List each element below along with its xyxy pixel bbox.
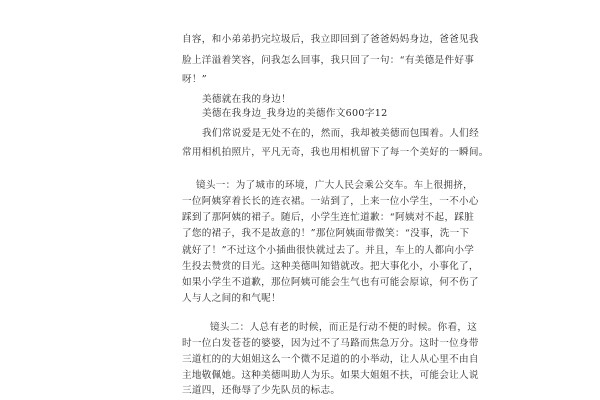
paragraph-5-line-1: 镜头一：为了城市的环境，广大人民会乘公交车。车上很拥挤， (196, 180, 474, 191)
paragraph-4-line-1: 我们常说爱是无处不在的，然而，我却被美德而包围着。人们经 (202, 128, 480, 139)
paragraph-1-line-1: 自容，和小弟弟扔完垃圾后，我立即回到了爸爸妈妈身边，爸爸见我 (182, 34, 479, 45)
paragraph-5-line-3: 踩到了那阿姨的裙子。随后，小学生连忙道歉：“阿姨对不起，踩脏 (182, 212, 475, 223)
paragraph-6-line-3: 三道杠的的大姐姐这么一个微不足道的的小举动，让人从心里不由自 (182, 354, 479, 365)
article-title: 美德在我身边_我身边的美德作文600字12 (202, 108, 388, 119)
paragraph-1-line-2: 脸上洋溢着笑容，问我怎么回事，我只回了一句：“有美德是件好事 (182, 55, 475, 66)
paragraph-5-line-5: 就好了！”不过这个小插曲很快就过去了。并且，车上的人都向小学 (182, 245, 475, 256)
paragraph-5-line-6: 生投去赞赏的目光。这种美德叫知错就改。把大事化小，小事化了， (182, 261, 479, 272)
paragraph-5-line-4: 了您的裙子，我不是故意的！”那位阿姨面带微笑：“没事，洗一下 (182, 228, 470, 239)
paragraph-1-line-3: 呀！” (182, 74, 207, 85)
paragraph-5-line-8: 人与人之间的和气呢！ (182, 293, 281, 304)
paragraph-5-line-2: 一位阿姨穿着长长的连衣裙。一站到了，上来一位小学生，一不小心 (182, 196, 479, 207)
paragraph-5-line-7: 如果小学生不道歉，那位阿姨可能会生气也有可能会原谅，何不伤了 (182, 277, 479, 288)
paragraph-6-line-1: 镜头二：人总有老的时候，而正是行动不便的时候。你看，这 (210, 322, 478, 333)
paragraph-6-line-5: 三道四，还侮辱了少先队员的标志。 (182, 385, 341, 396)
paragraph-4-line-2: 常用相机拍照片，平凡无奇，我也用相机留下了每一个美好的一瞬间。 (182, 147, 489, 158)
paragraph-6-line-4: 主地敬佩她。这种美德叫助人为乐。如果大姐姐不扶，可能会让人说 (182, 370, 479, 381)
paragraph-2-line-1: 美德就在我的身边！ (202, 94, 292, 105)
paragraph-6-line-2: 时一位白发苍苍的婆婆，因为过不了马路而焦急万分。这时一位身带 (182, 338, 479, 349)
